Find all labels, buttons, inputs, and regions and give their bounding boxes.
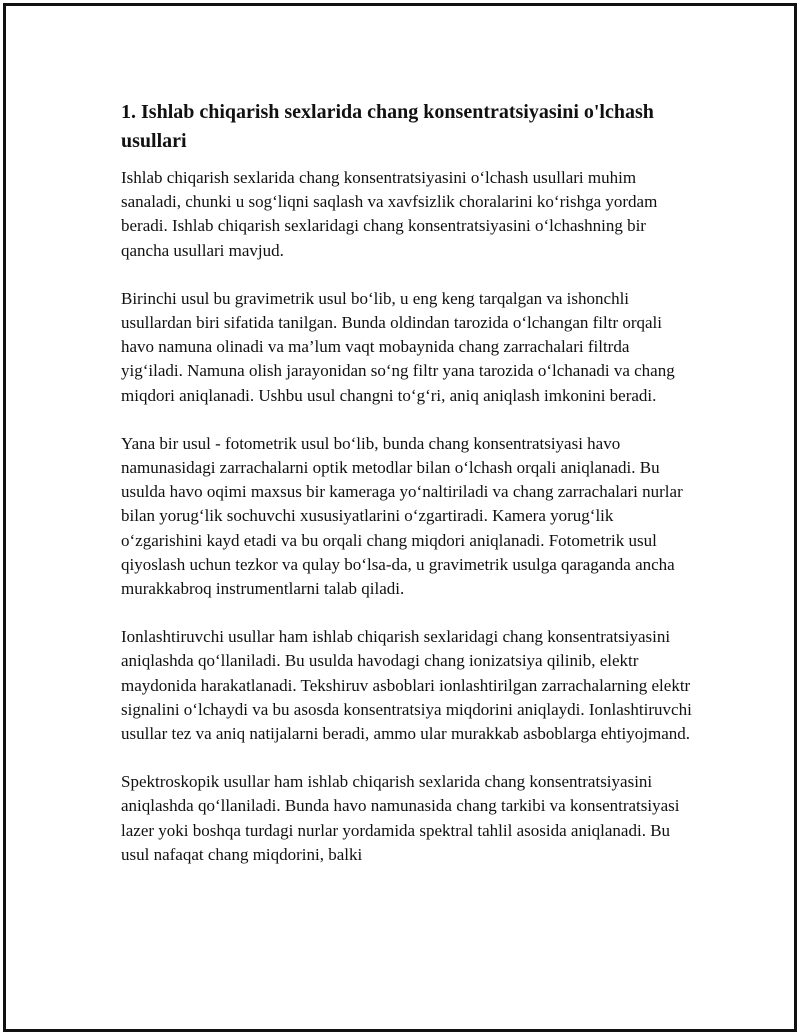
paragraph-ionizing: Ionlashtiruvchi usullar ham ishlab chiqarish sexlaridagi chang konsentratsiyasini aniqlashda qo‘llaniladi. Bu usulda havodagi chang ionizatsiya qilinib, elektr maydonida harakatlanadi. Tekshiruv asboblari ionlashtirilgan zarrachalarning elektr signalini o‘lchaydi va bu asosda konsentratsiya miqdorini aniqlaydi. Ionlashtiruvchi usullar tez va aniq natijalarni beradi, ammo ular murakkab asboblarga ehtiyojmand. [121, 627, 692, 744]
paragraph-gravimetric: Birinchi usul bu gravimetrik usul bo‘lib, u eng keng tarqalgan va ishonchli usullardan biri sifatida tanilgan. Bunda oldindan tarozida o‘lchangan filtr orqali havo namuna olinadi va ma’lum vaqt mobaynida chang zarrachalari filtrda yig‘iladi. Namuna olish jarayonidan so‘ng filtr yana tarozida o‘lchanadi va chang miqdori aniqlanadi. Ushbu usul changni to‘g‘ri, aniq aniqlash imkonini beradi. [121, 288, 675, 405]
paragraph-photometric: Yana bir usul - fotometrik usul bo‘lib, bunda chang konsentratsiyasi havo namunasidagi zarrachalarni optik metodlar bilan o‘lchash orqali aniqlanadi. Bu usulda havo oqimi maxsus bir kameraga yo‘naltiriladi va chang zarrachalari nurlar bilan yorug‘lik sochuvchi xususiyatlarini o‘zgartiradi. Kamera yorug‘lik o‘zgarishini kayd etadi va bu orqali chang miqdori aniqlanadi. Fotometrik usul qiyoslash uchun tezkor va qulay bo‘lsa-da, u gravimetrik usulga qaraganda ancha murakkabroq instrumentlarni talab qiladi. [121, 433, 683, 599]
paragraph-intro: Ishlab chiqarish sexlarida chang konsentratsiyasini o‘lchash usullari muhim sanaladi, chunki u sog‘liqni saqlash va xavfsizlik choralarini ko‘rishga yordam beradi. Ishlab chiqarish sexlaridagi chang konsentratsiyasini o‘lchashning bir qancha usullari mavjud. [121, 168, 658, 260]
paragraph-spectroscopic: Spektroskopik usullar ham ishlab chiqarish sexlarida chang konsentratsiyasini aniqlashda qo‘llaniladi. Bunda havo namunasida chang tarkibi va konsentratsiyasi lazer yoki boshqa turdagi nurlar yordamida spektral tahlil asosida aniqlanadi. Bu usul nafaqat chang miqdorini, balki [121, 772, 680, 864]
page-frame [3, 3, 797, 1032]
section-heading: 1. Ishlab chiqarish sexlarida chang konsentratsiyasini o'lchash usullari [121, 101, 654, 152]
document-body [121, 98, 693, 891]
